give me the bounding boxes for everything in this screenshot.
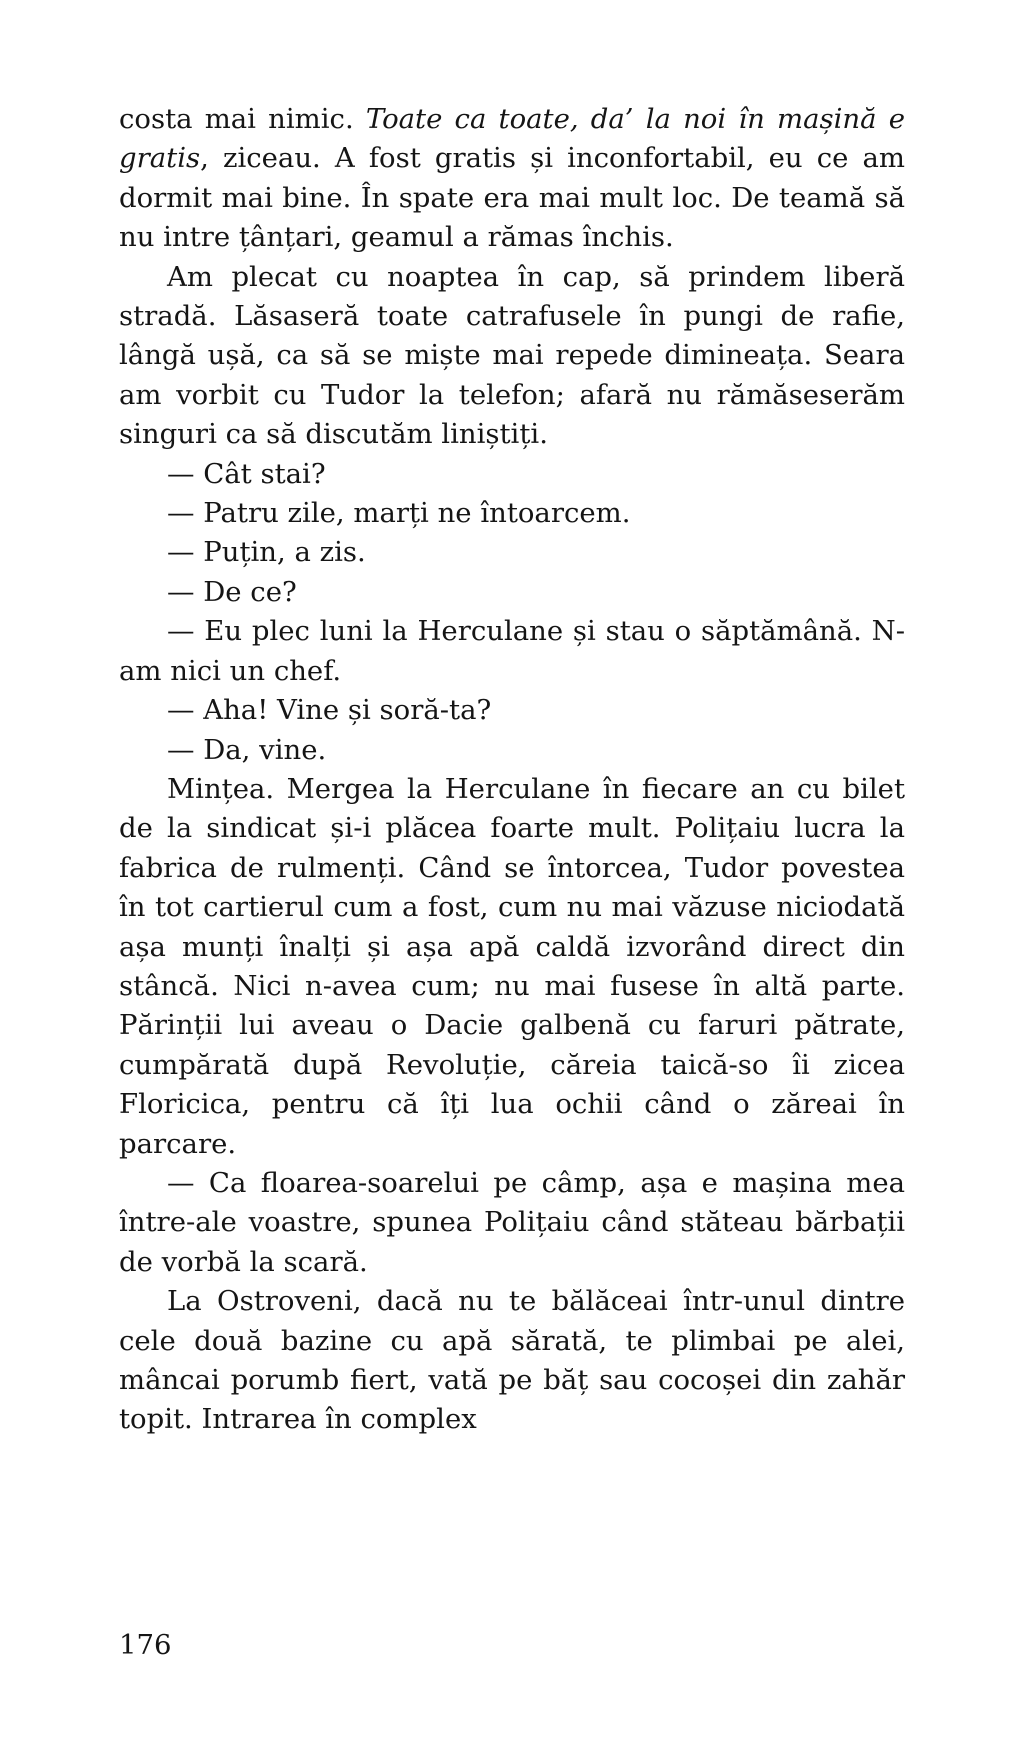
dialog-line-7: — Da, vine. (167, 733, 327, 766)
dialog-line-3: — Puțin, a zis. (167, 536, 366, 569)
paragraph-ostroveni: La Ostroveni, dacă nu te bălăceai într-unul dintre cele două bazine cu apă sărată, te plimbai pe alei, mâncai porumb fiert, vată pe băț sau cocoșei din zahăr topit. Intrarea în complex (119, 1285, 905, 1436)
paragraph-continued (119, 100, 905, 258)
dialog-line-1: — Cât stai? (167, 457, 326, 490)
italic-quote: Toate ca toate, da’ la noi în mașină e gratis (119, 103, 905, 175)
paragraph-1-end: , ziceau. A fost gratis și inconfortabil, eu ce am dormit mai bine. În spate era mai mult loc. De teamă să nu intre țânțari, geamul a rămas închis. (119, 142, 905, 254)
dialog-line-2: — Patru zile, marți ne întoarcem. (167, 497, 631, 530)
paragraph-1-start: costa mai nimic. (119, 103, 366, 135)
paragraph-floricica: — Ca floarea-soarelui pe câmp, așa e mașina mea între-ale voastre, spunea Polițaiu când stăteau bărbații de vorbă la scară. (119, 1166, 905, 1278)
book-page-body (119, 100, 905, 1440)
paragraph-departure: Am plecat cu noaptea în cap, să prindem liberă stradă. Lăsaseră toate catrafusele în pungi de rafie, lângă ușă, ca să se miște mai repede dimineața. Seara am vorbit cu Tudor la telefon; afară nu rămăseserăm singuri ca să discutăm liniștiți. (119, 260, 905, 451)
dialog-line-6: — Aha! Vine și soră-ta? (167, 694, 492, 727)
page-number: 176 (119, 1629, 172, 1661)
dialog-line-4: — De ce? (167, 575, 297, 608)
dialog-line-5: — Eu plec luni la Herculane și stau o săptămână. N-am nici un chef. (119, 615, 905, 687)
paragraph-herculane: Mințea. Mergea la Herculane în fiecare an cu bilet de la sindicat și-i plăcea foarte mult. Polițaiu lucra la fabrica de rulmenți. Când se întorcea, Tudor povestea în tot cartierul cum a fost, cum nu mai văzuse niciodată așa munți înalți și așa apă caldă izvorând direct din stâncă. Nici n-avea cum; nu mai fusese în altă parte. Părinții lui aveau o Dacie galbenă cu faruri pătrate, cumpărată după Revoluție, căreia taică-so îi zicea Floricica, pentru că îți lua ochii când o zăreai în parcare. (119, 772, 905, 1160)
